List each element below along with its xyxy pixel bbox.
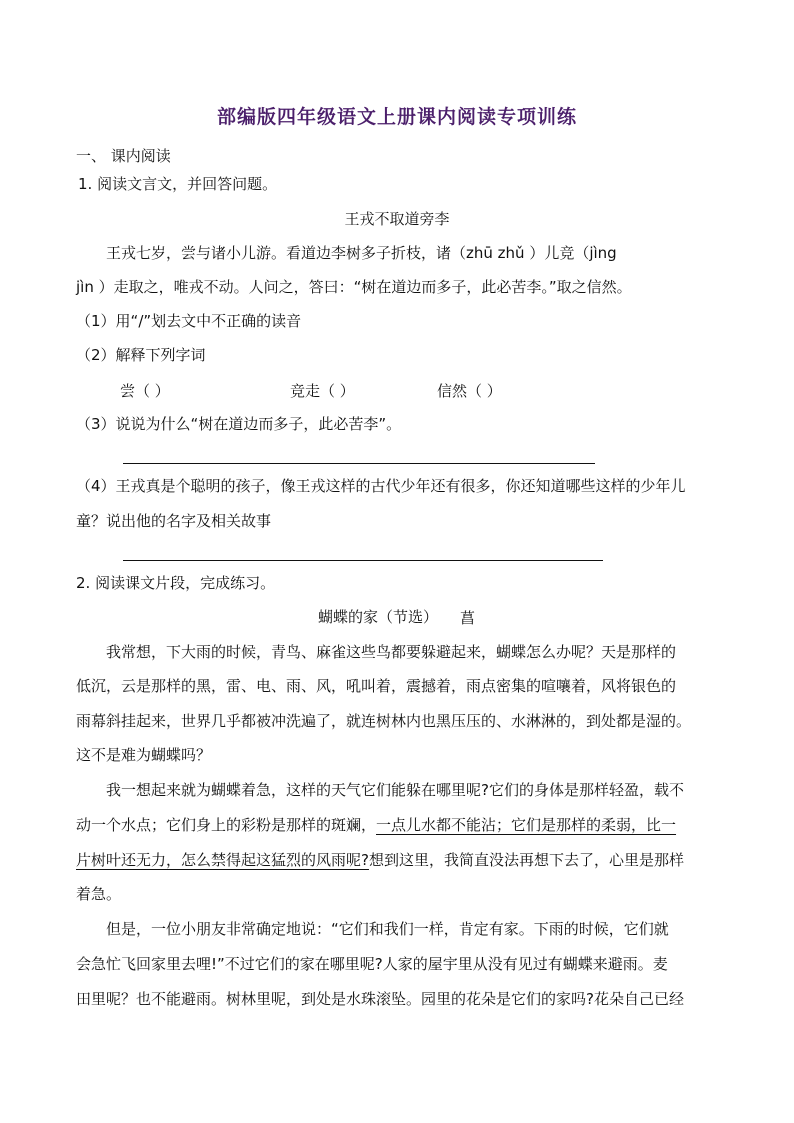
sub-question-3: （3）说说为什么“树在道边而多子，此必苦李”。	[76, 415, 402, 433]
story-title-2: 蝴蝶的家（节选）	[318, 608, 439, 626]
passage-line	[76, 850, 684, 870]
passage-text: 想到这里，我简直没法再想下去了，心里是那样	[368, 851, 684, 869]
story-author: 菖	[460, 609, 476, 627]
passage-line: 雨幕斜挂起来，世界几乎都被冲洗遍了，就连树林内也黑压压的、水淋淋的，到处都是湿的。	[76, 712, 692, 730]
sub-question-4: 童？说出他的名字及相关故事	[76, 512, 272, 530]
story-title-1: 王戎不取道旁李	[344, 210, 450, 228]
underlined-text: 一点儿水都不能沾；它们是那样的柔弱，比一	[376, 816, 677, 834]
answer-line-3[interactable]	[123, 463, 595, 464]
page-title: 部编版四年级语文上册课内阅读专项训练	[216, 106, 577, 128]
story-line: 王戎七岁，尝与诸小儿游。看道边李树多子折枝，诸（zhū zhǔ ）儿竞（jìng	[106, 244, 617, 262]
word-blank-1[interactable]: 尝（ ）	[120, 382, 170, 400]
passage-line: 着急。	[76, 885, 122, 903]
word-blank-2[interactable]: 竞走（ ）	[290, 382, 355, 400]
passage-line: 我一想起来就为蝴蝶着急，这样的天气它们能躲在哪里呢?它们的身体是那样轻盈，载不	[106, 781, 684, 799]
section-heading: 一、 课内阅读	[76, 147, 171, 165]
underlined-text: 片树叶还无力，怎么禁得起这猛烈的风雨呢?	[76, 851, 369, 869]
passage-line: 我常想，下大雨的时候，青鸟、麻雀这些鸟都要躲避起来，蝴蝶怎么办呢？天是那样的	[106, 643, 677, 661]
word-blank-3[interactable]: 信然（ ）	[437, 382, 502, 400]
passage-line: 但是，一位小朋友非常确定地说：“它们和我们一样，肯定有家。下雨的时候，它们就	[106, 920, 669, 938]
passage-text: 动一个水点；它们身上的彩粉是那样的斑斓，	[76, 816, 377, 834]
passage-line: 这不是难为蝴蝶吗？	[76, 746, 212, 764]
question-2-heading: 2. 阅读课文片段，完成练习。	[76, 574, 276, 592]
sub-question-2: （2）解释下列字词	[76, 346, 206, 364]
story-line: jìn ）走取之，唯戎不动。人问之，答曰：“树在道边而多子，此必苦李。”取之信然。	[76, 278, 632, 296]
passage-line: 田里呢？也不能避雨。树林里呢，到处是水珠滚坠。园里的花朵是它们的家吗?花朵自己已经	[76, 990, 684, 1008]
answer-line-4[interactable]	[123, 560, 603, 561]
sub-question-4: （4）王戎真是个聪明的孩子，像王戎这样的古代少年还有很多，你还知道哪些这样的少年儿	[76, 477, 686, 495]
sub-question-1: （1）用“/”划去文中不正确的读音	[76, 312, 302, 330]
passage-line: 会急忙飞回家里去哩!”不过它们的家在哪里呢?人家的屋宇里从没有见过有蝴蝶来避雨。麦	[76, 955, 668, 973]
question-1-heading: 1. 阅读文言文，并回答问题。	[78, 175, 278, 193]
passage-line	[76, 815, 676, 835]
passage-line: 低沉，云是那样的黑，雷、电、雨、风，吼叫着，震撼着，雨点密集的喧嚷着，风将银色的	[76, 677, 677, 695]
